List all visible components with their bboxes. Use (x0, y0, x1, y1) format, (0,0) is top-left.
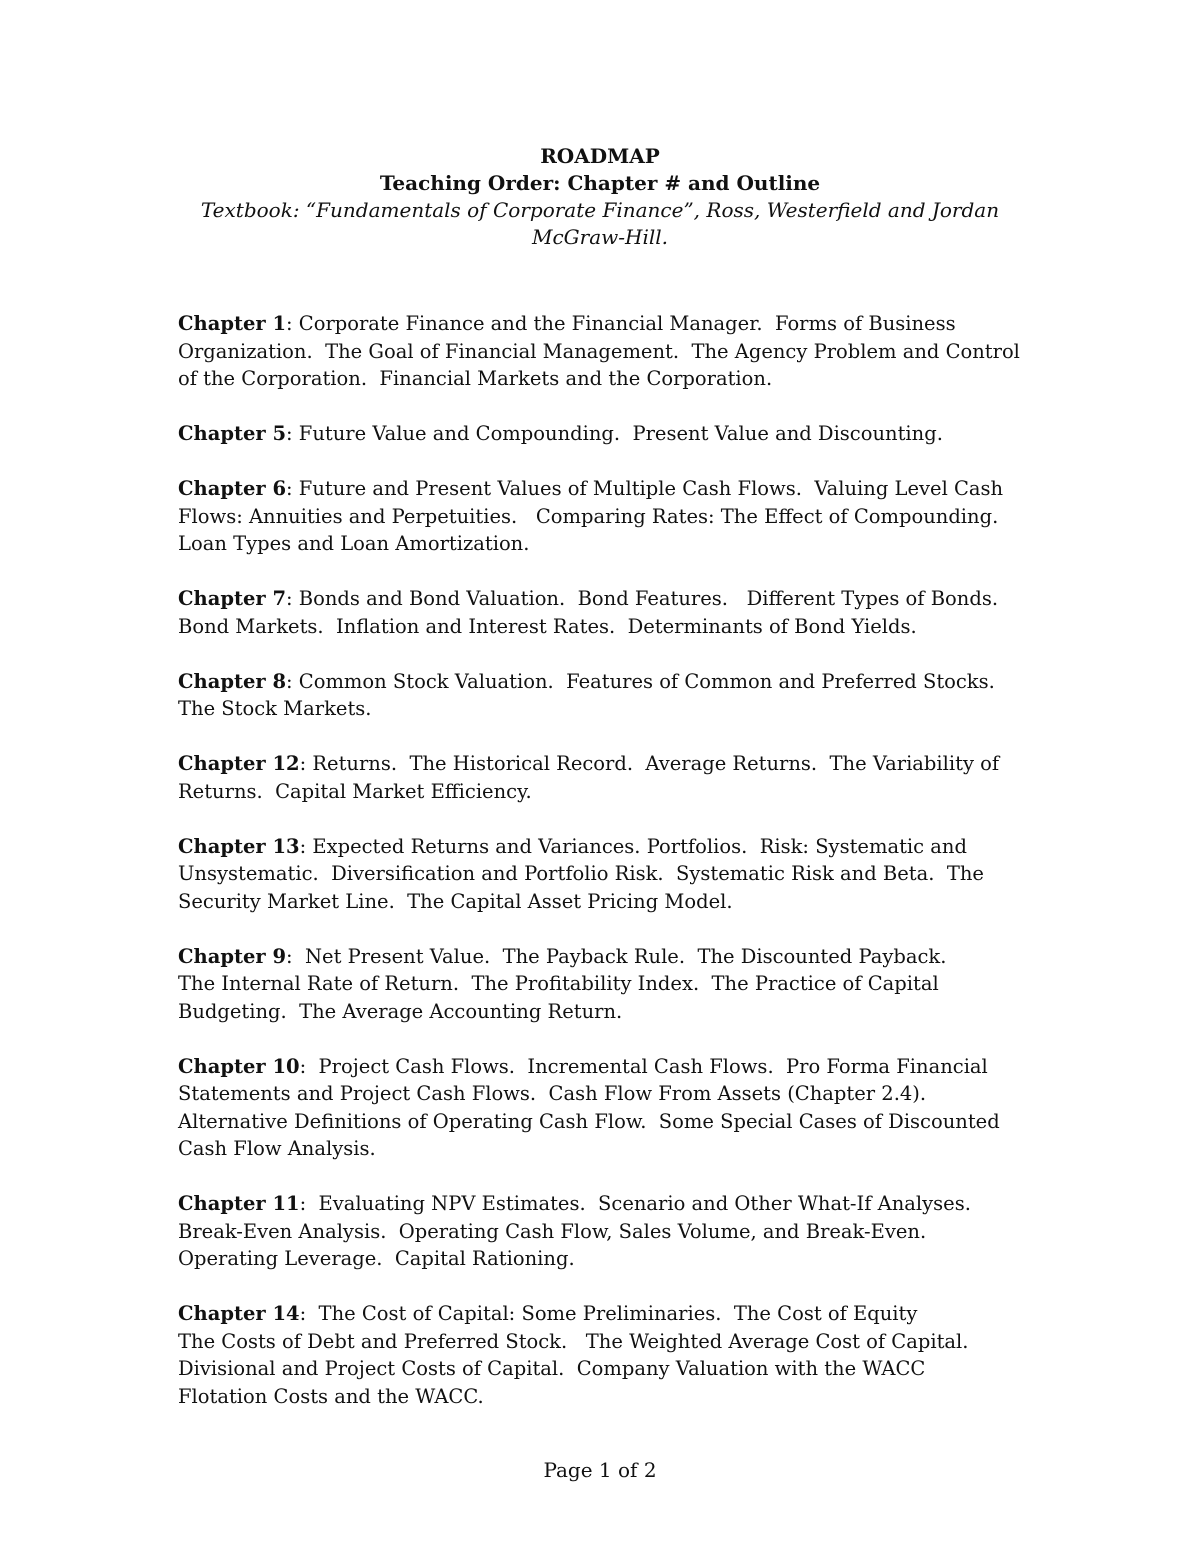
chapter-label: Chapter 5 (178, 422, 287, 445)
chapter-label: Chapter 8 (178, 669, 287, 693)
chapter-line (178, 750, 1038, 778)
chapter-line (178, 668, 1038, 696)
chapter-line: Loan Types and Loan Amortization. (178, 532, 530, 555)
chapter-line: The Costs of Debt and Preferred Stock. The Weighted Average Cost of Capital. (178, 1329, 969, 1353)
chapter-label: Chapter 6 (178, 477, 287, 500)
chapter-line: Break-Even Analysis. Operating Cash Flow, Sales Volume, and Break-Even. (178, 1219, 927, 1243)
chapter-entry (178, 1053, 1038, 1163)
chapter-text: : Bonds and Bond Valuation. Bond Features. Different Types of Bonds. (286, 587, 999, 610)
document-title: ROADMAP (540, 144, 660, 168)
chapter-text: : Corporate Finance and the Financial Manager. Forms of Business (286, 312, 956, 335)
chapter-line: The Internal Rate of Return. The Profitability Index. The Practice of Capital (178, 972, 939, 995)
chapter-text: : Future and Present Values of Multiple Cash Flows. Valuing Level Cash (286, 477, 1004, 500)
chapter-line: Unsystematic. Diversification and Portfolio Risk. Systematic Risk and Beta. The (178, 862, 984, 885)
chapter-line (178, 475, 1038, 503)
chapter-text: : Evaluating NPV Estimates. Scenario and Other What-If Analyses. (299, 1192, 971, 1215)
chapter-entry (178, 668, 1038, 723)
chapter-entry (178, 943, 1038, 1026)
chapter-entry (178, 1300, 1038, 1410)
chapter-line: Returns. Capital Market Efficiency. (178, 779, 532, 803)
chapter-line (178, 1190, 1038, 1218)
chapter-line: Security Market Line. The Capital Asset Pricing Model. (178, 889, 733, 913)
chapter-line (178, 833, 1038, 861)
chapter-text: : Future Value and Compounding. Present Value and Discounting. (286, 422, 943, 445)
chapter-list (178, 310, 1038, 1410)
chapter-line: Divisional and Project Costs of Capital. Company Valuation with the WACC (178, 1357, 926, 1380)
document-subtitle: Teaching Order: Chapter # and Outline (379, 171, 821, 195)
chapter-label: Chapter 14 (178, 1302, 300, 1325)
chapter-label: Chapter 11 (178, 1192, 300, 1215)
chapter-label: Chapter 9 (178, 944, 287, 968)
chapter-entry (178, 585, 1038, 640)
chapter-line: Cash Flow Analysis. (178, 1137, 376, 1160)
chapter-text: : The Cost of Capital: Some Preliminaries. The Cost of Equity (299, 1302, 918, 1325)
publisher: McGraw-Hill. (531, 225, 668, 249)
chapter-line (178, 420, 1038, 448)
chapter-line (178, 585, 1038, 613)
chapter-entry (178, 310, 1038, 393)
page-number: Page 1 of 2 (543, 1458, 657, 1482)
chapter-label: Chapter 7 (178, 587, 287, 610)
chapter-line (178, 1053, 1038, 1081)
chapter-label: Chapter 13 (178, 834, 300, 858)
chapter-entry (178, 1190, 1038, 1273)
chapter-line (178, 943, 1038, 971)
chapter-label: Chapter 10 (178, 1054, 300, 1078)
chapter-line: The Stock Markets. (178, 697, 372, 720)
chapter-entry (178, 475, 1038, 558)
chapter-text: : Common Stock Valuation. Features of Common and Preferred Stocks. (286, 669, 995, 693)
chapter-text: : Net Present Value. The Payback Rule. The Discounted Payback. (286, 944, 947, 968)
chapter-label: Chapter 1 (178, 312, 287, 335)
chapter-line: Bond Markets. Inflation and Interest Rates. Determinants of Bond Yields. (178, 614, 917, 638)
textbook-reference: Textbook: “Fundamentals of Corporate Finance”, Ross, Westerfield and Jordan (200, 198, 1000, 222)
chapter-line: Flotation Costs and the WACC. (178, 1384, 484, 1408)
chapter-entry (178, 420, 1038, 448)
chapter-line: Operating Leverage. Capital Rationing. (178, 1247, 575, 1270)
chapter-line: Budgeting. The Average Accounting Return. (178, 999, 623, 1023)
chapter-entry (178, 833, 1038, 916)
chapter-text: : Project Cash Flows. Incremental Cash Flows. Pro Forma Financial (299, 1054, 988, 1078)
chapter-entry (178, 750, 1038, 805)
chapter-label: Chapter 12 (178, 752, 300, 775)
chapter-text: : Returns. The Historical Record. Average Returns. The Variability of (299, 752, 1000, 775)
chapter-text: : Expected Returns and Variances. Portfolios. Risk: Systematic and (299, 834, 967, 858)
chapter-line: Alternative Definitions of Operating Cash Flow. Some Special Cases of Discounted (178, 1109, 1000, 1133)
chapter-line (178, 1300, 1038, 1328)
document-header (0, 143, 1200, 251)
chapter-line: of the Corporation. Financial Markets and the Corporation. (178, 367, 773, 390)
chapter-line: Organization. The Goal of Financial Management. The Agency Problem and Control (178, 339, 1020, 363)
chapter-line: Flows: Annuities and Perpetuities. Comparing Rates: The Effect of Compounding. (178, 504, 999, 528)
chapter-line: Statements and Project Cash Flows. Cash Flow From Assets (Chapter 2.4). (178, 1082, 927, 1105)
chapter-line (178, 310, 1038, 338)
